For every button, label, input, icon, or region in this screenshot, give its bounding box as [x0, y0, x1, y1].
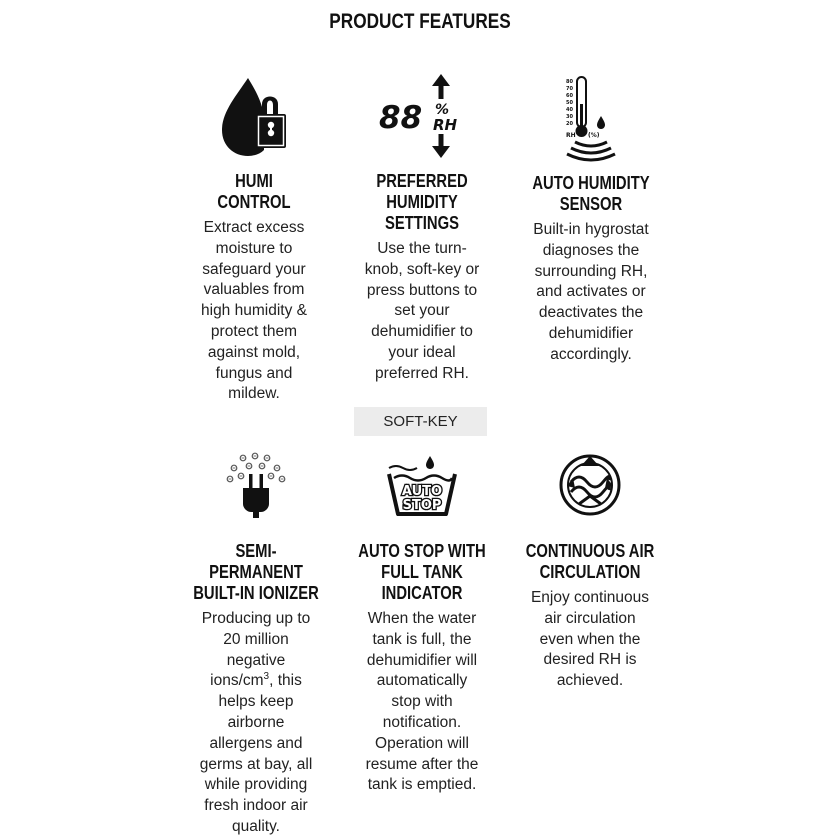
svg-text:20: 20: [566, 121, 573, 127]
feature-description: Enjoy continuous air circulation even when the desired RH is achieved.: [530, 589, 650, 690]
feature-description: When the water tank is full, the dehumidifier will automatically stop with notification. Operation will resume after the tank is emptied.: [365, 610, 479, 794]
humidity-display-icon: [377, 72, 467, 160]
feature-title: PREFERRED HUMIDITY SETTINGS: [376, 170, 468, 233]
svg-text:50: 50: [566, 100, 573, 106]
svg-text:(%): (%): [588, 132, 600, 139]
svg-text:30: 30: [566, 114, 573, 120]
ionizer-plug-icon: [221, 452, 291, 520]
svg-text:RH: RH: [566, 132, 576, 139]
svg-text:RH: RH: [433, 116, 458, 134]
feature-description: Extract excess moisture to safeguard your valuables from high humidity & protect them against mold, fungus and mildew.: [201, 219, 307, 403]
soft-key-button[interactable]: SOFT-KEY: [354, 407, 487, 436]
svg-text:88: 88: [379, 100, 423, 136]
feature-description: Built-in hygrostat diagnoses the surrounding RH, and activates or deactivates the dehumidifier accordingly.: [533, 221, 649, 363]
air-circulation-icon: [557, 452, 623, 518]
svg-text:60: 60: [566, 93, 573, 99]
feature-title: AUTO STOP WITH FULL TANK INDICATOR: [358, 540, 486, 603]
feature-title: AUTO HUMIDITY SENSOR: [532, 172, 650, 214]
feature-description: Producing up to 20 million negative ions/$cm^3$, this helps keep airborne allergens and germs at bay, all while providing fresh indoor air quality.: [199, 610, 313, 835]
hygrometer-icon: [561, 74, 621, 162]
svg-text:70: 70: [566, 86, 573, 92]
auto-stop-tank-icon: [384, 452, 460, 518]
svg-text:AUTO: AUTO: [401, 484, 443, 499]
feature-title: CONTINUOUS AIR CIRCULATION: [525, 540, 655, 582]
feature-title: HUMI CONTROL: [217, 170, 291, 212]
water-drop-lock-icon: [214, 74, 294, 160]
feature-auto-humidity-sensor: [491, 74, 691, 366]
page-title: PRODUCT FEATURES: [329, 10, 511, 33]
svg-text:STOP: STOP: [402, 498, 442, 513]
feature-continuous-air-circulation: [490, 452, 690, 692]
svg-text:80: 80: [566, 79, 573, 85]
svg-text:%: %: [435, 102, 450, 118]
svg-text:40: 40: [566, 107, 573, 113]
feature-description: Use the turn- knob, soft-key or press buttons to set your dehumidifier to your ideal preferred RH.: [364, 240, 480, 382]
feature-title: SEMI- PERMANENT BUILT-IN IONIZER: [193, 540, 319, 603]
